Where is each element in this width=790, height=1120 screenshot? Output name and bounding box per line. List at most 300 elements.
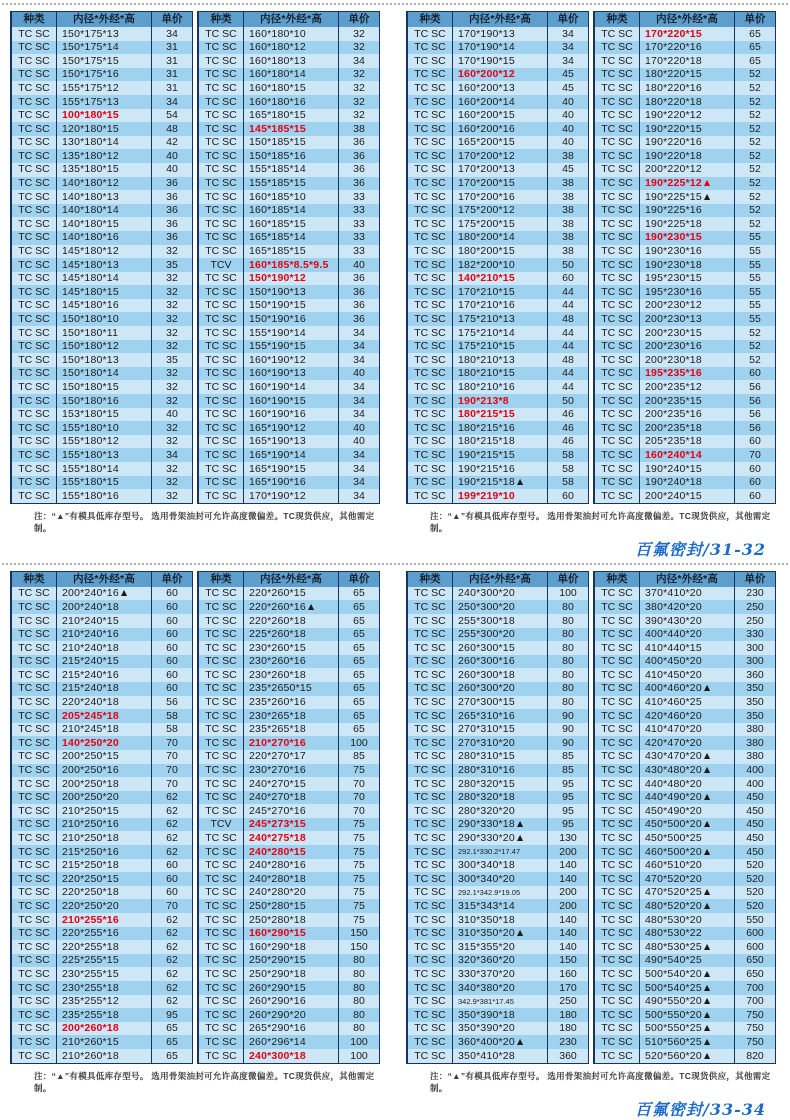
- table-row: [408, 818, 588, 832]
- price-cell: 34: [166, 95, 178, 108]
- table-row: [199, 81, 379, 95]
- table-row: [12, 163, 192, 177]
- type-cell: TC SC: [601, 818, 633, 831]
- table-row: [199, 258, 379, 272]
- table-row: [12, 872, 192, 886]
- type-cell: TC SC: [18, 489, 50, 502]
- size-cell: 190*213*8: [452, 394, 548, 408]
- header-cell: 种类: [606, 13, 628, 26]
- size-cell: 292.1*342.9*19.05: [452, 886, 548, 900]
- size-cell: 450*490*20: [639, 804, 735, 818]
- table-row: [595, 380, 775, 394]
- size-cell: 450*500*25: [639, 831, 735, 845]
- size-cell: 410*470*20: [639, 723, 735, 737]
- price-cell: 36: [353, 177, 365, 190]
- price-cell: 90: [562, 723, 574, 736]
- type-cell: TC SC: [18, 913, 50, 926]
- size-cell: 235*255*18: [56, 1008, 152, 1022]
- type-cell: TC SC: [414, 696, 446, 709]
- table-row: [408, 299, 588, 313]
- size-cell: 200*220*12: [639, 163, 735, 177]
- size-cell: 240*280*16: [243, 859, 339, 873]
- size-cell: 342.9*381*17.45: [452, 995, 548, 1009]
- table-row: [595, 204, 775, 218]
- table-row: [408, 995, 588, 1009]
- size-cell: 180*215*16: [452, 421, 548, 435]
- table-row: [595, 136, 775, 150]
- price-cell: 750: [746, 1035, 764, 1048]
- price-cell: 38: [562, 245, 574, 258]
- price-cell: 650: [746, 967, 764, 980]
- type-cell: TC SC: [205, 587, 237, 600]
- size-cell: 265*310*16: [452, 709, 548, 723]
- type-cell: TC SC: [205, 353, 237, 366]
- size-cell: 180*210*16: [452, 380, 548, 394]
- table-row: [199, 340, 379, 354]
- price-cell: 170: [559, 981, 577, 994]
- price-cell: 550: [746, 913, 764, 926]
- price-cell: 95: [562, 804, 574, 817]
- type-cell: TC SC: [601, 967, 633, 980]
- price-cell: 150: [350, 940, 368, 953]
- price-cell: 32: [166, 245, 178, 258]
- type-cell: TC SC: [601, 394, 633, 407]
- table-row: [595, 600, 775, 614]
- type-cell: TC SC: [205, 886, 237, 899]
- table-row: [12, 190, 192, 204]
- size-cell: 165*185*14: [243, 231, 339, 245]
- price-cell: 52: [749, 136, 761, 149]
- price-cell: 360: [559, 1049, 577, 1062]
- type-cell: TC SC: [414, 136, 446, 149]
- type-cell: TC SC: [601, 954, 633, 967]
- type-cell: TC SC: [601, 190, 633, 203]
- type-cell: TC SC: [601, 777, 633, 790]
- table-row: [12, 367, 192, 381]
- price-cell: 34: [353, 489, 365, 502]
- type-cell: TC SC: [414, 940, 446, 953]
- table-row: [408, 489, 588, 503]
- price-cell: 52: [749, 353, 761, 366]
- price-table-8: [593, 571, 776, 1064]
- price-cell: 62: [166, 995, 178, 1008]
- table-row: [595, 1022, 775, 1036]
- table-row: [595, 736, 775, 750]
- price-cell: 40: [562, 136, 574, 149]
- type-cell: TC SC: [601, 476, 633, 489]
- table-row: [408, 408, 588, 422]
- size-cell: 200*240*15: [639, 489, 735, 503]
- price-cell: 95: [562, 818, 574, 831]
- price-cell: 34: [166, 27, 178, 40]
- table-row: [595, 81, 775, 95]
- price-cell: 46: [562, 435, 574, 448]
- type-cell: TC SC: [601, 628, 633, 641]
- size-cell: 220*260*15: [243, 587, 339, 601]
- price-cell: 32: [353, 109, 365, 122]
- type-cell: TC SC: [18, 272, 50, 285]
- type-cell: TC SC: [414, 258, 446, 271]
- price-cell: 65: [353, 668, 365, 681]
- header-cell: 种类: [23, 573, 45, 586]
- table-row: [12, 927, 192, 941]
- price-cell: 400: [746, 777, 764, 790]
- type-cell: TC SC: [18, 655, 50, 668]
- size-cell: 290*330*20▲: [452, 831, 548, 845]
- table-row: [12, 27, 192, 41]
- type-cell: TC SC: [205, 954, 237, 967]
- price-cell: 40: [353, 367, 365, 380]
- table-row: [595, 723, 775, 737]
- size-cell: 160*180*14: [243, 68, 339, 82]
- table-row: [12, 122, 192, 136]
- type-cell: TC SC: [414, 408, 446, 421]
- table-row: [199, 476, 379, 490]
- size-cell: 135*180*12: [56, 149, 152, 163]
- type-cell: TC SC: [205, 27, 237, 40]
- table-row: [408, 272, 588, 286]
- table-row: [595, 476, 775, 490]
- type-cell: TC SC: [601, 217, 633, 230]
- type-cell: TC SC: [205, 764, 237, 777]
- price-cell: 750: [746, 1022, 764, 1035]
- price-cell: 44: [562, 340, 574, 353]
- table-row: [595, 408, 775, 422]
- price-cell: 520: [746, 886, 764, 899]
- table-row: [199, 764, 379, 778]
- type-cell: TC SC: [18, 204, 50, 217]
- type-cell: TC SC: [601, 791, 633, 804]
- size-cell: 180*210*13: [452, 353, 548, 367]
- size-cell: 430*480*20▲: [639, 764, 735, 778]
- table-row: [595, 326, 775, 340]
- price-cell: 40: [562, 122, 574, 135]
- type-cell: TC SC: [601, 380, 633, 393]
- type-cell: TC SC: [205, 204, 237, 217]
- type-cell: TC SC: [18, 723, 50, 736]
- table-row: [595, 421, 775, 435]
- size-cell: 200*250*18: [56, 777, 152, 791]
- type-cell: TC SC: [205, 476, 237, 489]
- price-cell: 38: [562, 190, 574, 203]
- table-row: [199, 587, 379, 601]
- type-cell: TC SC: [601, 204, 633, 217]
- price-cell: 55: [749, 285, 761, 298]
- table-row: [199, 736, 379, 750]
- price-cell: 38: [562, 177, 574, 190]
- type-cell: TC SC: [205, 299, 237, 312]
- table-row: [408, 367, 588, 381]
- price-cell: 250: [559, 995, 577, 1008]
- price-cell: 70: [353, 777, 365, 790]
- type-cell: TC SC: [18, 859, 50, 872]
- price-table-4: [593, 11, 776, 504]
- price-cell: 150: [559, 954, 577, 967]
- type-cell: TC SC: [601, 832, 633, 845]
- header-cell: 内径*外经*高: [639, 12, 735, 27]
- size-cell: 190*220*12: [639, 109, 735, 123]
- table-row: [595, 190, 775, 204]
- type-cell: TC SC: [205, 41, 237, 54]
- price-cell: 55: [749, 313, 761, 326]
- size-cell: 165*190*16: [243, 476, 339, 490]
- size-cell: 210*260*18: [56, 1049, 152, 1063]
- table-row: [408, 1022, 588, 1036]
- header-cell: 种类: [210, 13, 232, 26]
- size-cell: 230*260*18: [243, 668, 339, 682]
- price-cell: 60: [166, 682, 178, 695]
- price-cell: 52: [749, 149, 761, 162]
- price-cell: 52: [749, 340, 761, 353]
- table-row: [595, 299, 775, 313]
- type-cell: TC SC: [414, 600, 446, 613]
- price-cell: 58: [562, 448, 574, 461]
- table-row: [199, 109, 379, 123]
- size-cell: 220*255*16: [56, 927, 152, 941]
- table-row: [595, 177, 775, 191]
- size-cell: 160*180*10: [243, 27, 339, 41]
- size-cell: 150*180*16: [56, 394, 152, 408]
- price-cell: 55: [749, 245, 761, 258]
- price-cell: 100: [350, 1035, 368, 1048]
- table-row: [12, 435, 192, 449]
- type-cell: TC SC: [18, 367, 50, 380]
- type-cell: TC SC: [205, 285, 237, 298]
- price-cell: 36: [166, 177, 178, 190]
- size-cell: 215*240*15: [56, 655, 152, 669]
- type-cell: TC SC: [205, 136, 237, 149]
- price-cell: 95: [562, 777, 574, 790]
- price-cell: 75: [353, 859, 365, 872]
- table-row: [199, 380, 379, 394]
- size-cell: 210*245*18: [56, 723, 152, 737]
- table-row: [408, 1008, 588, 1022]
- price-cell: 90: [562, 709, 574, 722]
- size-cell: 160*190*12: [243, 353, 339, 367]
- size-cell: 420*470*20: [639, 736, 735, 750]
- price-cell: 65: [353, 696, 365, 709]
- type-cell: TC SC: [414, 448, 446, 461]
- size-cell: 470*520*25▲: [639, 886, 735, 900]
- price-cell: 60: [166, 859, 178, 872]
- price-cell: 32: [166, 462, 178, 475]
- dotted-divider-top: [2, 3, 788, 5]
- type-cell: TC SC: [601, 682, 633, 695]
- size-cell: 250*290*15: [243, 954, 339, 968]
- type-cell: TC SC: [205, 995, 237, 1008]
- size-cell: 350*390*20: [452, 1022, 548, 1036]
- size-cell: 195*235*16: [639, 367, 735, 381]
- table-row: [408, 462, 588, 476]
- table-row: [595, 163, 775, 177]
- price-cell: 40: [353, 421, 365, 434]
- table-row: [199, 600, 379, 614]
- price-cell: 36: [353, 299, 365, 312]
- size-cell: 200*235*15: [639, 394, 735, 408]
- size-cell: 270*300*15: [452, 696, 548, 710]
- type-cell: TC SC: [205, 791, 237, 804]
- price-cell: 80: [353, 967, 365, 980]
- type-cell: TC SC: [601, 886, 633, 899]
- price-cell: 350: [746, 696, 764, 709]
- size-cell: 260*296*14: [243, 1035, 339, 1049]
- size-cell: 150*175*13: [56, 27, 152, 41]
- price-cell: 80: [353, 954, 365, 967]
- price-cell: 80: [562, 600, 574, 613]
- header-cell: 内径*外经*高: [639, 572, 735, 587]
- size-cell: 165*200*15: [452, 136, 548, 150]
- size-cell: 400*450*20: [639, 655, 735, 669]
- type-cell: TC SC: [601, 272, 633, 285]
- table-row: [12, 818, 192, 832]
- size-cell: 140*180*12: [56, 177, 152, 191]
- price-cell: 360: [746, 668, 764, 681]
- type-cell: TC SC: [414, 954, 446, 967]
- price-cell: 58: [166, 723, 178, 736]
- price-cell: 31: [166, 68, 178, 81]
- size-cell: 440*480*20: [639, 777, 735, 791]
- price-cell: 70: [166, 750, 178, 763]
- price-cell: 34: [562, 54, 574, 67]
- price-cell: 48: [166, 122, 178, 135]
- type-cell: TC SC: [414, 872, 446, 885]
- price-cell: 32: [166, 272, 178, 285]
- price-cell: 75: [353, 886, 365, 899]
- size-cell: 200*240*18: [56, 600, 152, 614]
- type-cell: TC SC: [205, 177, 237, 190]
- size-cell: 175*210*14: [452, 326, 548, 340]
- type-cell: TC SC: [414, 736, 446, 749]
- price-cell: 700: [746, 981, 764, 994]
- type-cell: TC SC: [601, 940, 633, 953]
- table-row: [12, 954, 192, 968]
- size-cell: 150*175*14: [56, 41, 152, 55]
- price-cell: 62: [166, 981, 178, 994]
- table-row: [12, 258, 192, 272]
- type-cell: TC SC: [18, 832, 50, 845]
- type-cell: TC SC: [414, 367, 446, 380]
- size-cell: 190*230*18: [639, 258, 735, 272]
- type-cell: TC SC: [601, 913, 633, 926]
- size-cell: 250*300*20: [452, 600, 548, 614]
- table-row: [408, 476, 588, 490]
- type-cell: TC SC: [205, 736, 237, 749]
- type-cell: TC SC: [414, 899, 446, 912]
- size-cell: 490*540*25: [639, 954, 735, 968]
- table-row: [408, 899, 588, 913]
- table-row: [199, 367, 379, 381]
- size-cell: 135*180*15: [56, 163, 152, 177]
- table-row: [12, 587, 192, 601]
- price-cell: 40: [166, 163, 178, 176]
- footnote: 注：“▲”有模具低库存型号。 选用骨架油封可允许高度微偏差。TC现货供应，其他需定制。: [430, 510, 771, 533]
- price-cell: 33: [353, 231, 365, 244]
- table-row: [12, 614, 192, 628]
- type-cell: TC SC: [18, 245, 50, 258]
- type-cell: TC SC: [414, 95, 446, 108]
- table-row: [12, 204, 192, 218]
- type-cell: TC SC: [18, 628, 50, 641]
- price-cell: 80: [562, 614, 574, 627]
- table-row: [408, 954, 588, 968]
- size-cell: 199*219*10: [452, 489, 548, 503]
- size-cell: 265*290*16: [243, 1022, 339, 1036]
- table-row: [408, 831, 588, 845]
- size-cell: 165*190*13: [243, 435, 339, 449]
- size-cell: 155*180*10: [56, 421, 152, 435]
- footnote: 注：“▲”有模具低库存型号。 选用骨架油封可允许高度微偏差。TC现货供应，其他需定制。: [34, 510, 375, 533]
- table-row: [12, 641, 192, 655]
- table-row: [199, 614, 379, 628]
- table-row: [12, 804, 192, 818]
- type-cell: TC SC: [18, 940, 50, 953]
- table-row: [408, 109, 588, 123]
- table-row: [408, 872, 588, 886]
- size-cell: 160*180*13: [243, 54, 339, 68]
- table-row: [199, 709, 379, 723]
- size-cell: 200*235*18: [639, 421, 735, 435]
- table-row: [595, 367, 775, 381]
- price-cell: 38: [562, 231, 574, 244]
- type-cell: TC SC: [601, 600, 633, 613]
- size-cell: 230*265*18: [243, 709, 339, 723]
- type-cell: TC SC: [414, 245, 446, 258]
- table-row: [408, 258, 588, 272]
- size-cell: 150*185*16: [243, 149, 339, 163]
- price-cell: 100: [350, 1049, 368, 1062]
- type-cell: TC SC: [414, 109, 446, 122]
- table-row: [199, 804, 379, 818]
- table-row: [595, 628, 775, 642]
- type-cell: TC SC: [601, 41, 633, 54]
- type-cell: TC SC: [414, 1008, 446, 1021]
- size-cell: 170*220*15: [639, 27, 735, 41]
- size-cell: 170*190*13: [452, 27, 548, 41]
- price-cell: 62: [166, 967, 178, 980]
- size-cell: 150*180*14: [56, 367, 152, 381]
- size-cell: 210*240*15: [56, 614, 152, 628]
- type-cell: TC SC: [414, 326, 446, 339]
- price-cell: 56: [749, 421, 761, 434]
- price-cell: 62: [166, 845, 178, 858]
- type-cell: TC SC: [205, 682, 237, 695]
- price-table-5: [10, 571, 193, 1064]
- table-row: [408, 709, 588, 723]
- table-row: [199, 408, 379, 422]
- price-cell: 330: [746, 628, 764, 641]
- price-cell: 65: [353, 614, 365, 627]
- size-cell: 420*460*20: [639, 709, 735, 723]
- table-row: [408, 95, 588, 109]
- table-row: [408, 845, 588, 859]
- table-row: [595, 995, 775, 1009]
- size-cell: 150*185*15: [243, 136, 339, 150]
- dotted-divider-middle: [2, 563, 788, 565]
- type-cell: TC SC: [205, 462, 237, 475]
- table-row: [408, 54, 588, 68]
- table-row: [595, 340, 775, 354]
- size-cell: 200*240*16▲: [56, 587, 152, 601]
- type-cell: TC SC: [414, 628, 446, 641]
- table-row: [408, 628, 588, 642]
- price-cell: 230: [559, 1035, 577, 1048]
- type-cell: TC SC: [18, 190, 50, 203]
- type-cell: TC SC: [205, 435, 237, 448]
- type-cell: TCV: [210, 258, 232, 271]
- price-cell: 140: [559, 940, 577, 953]
- type-cell: TC SC: [205, 614, 237, 627]
- type-cell: TC SC: [205, 600, 237, 613]
